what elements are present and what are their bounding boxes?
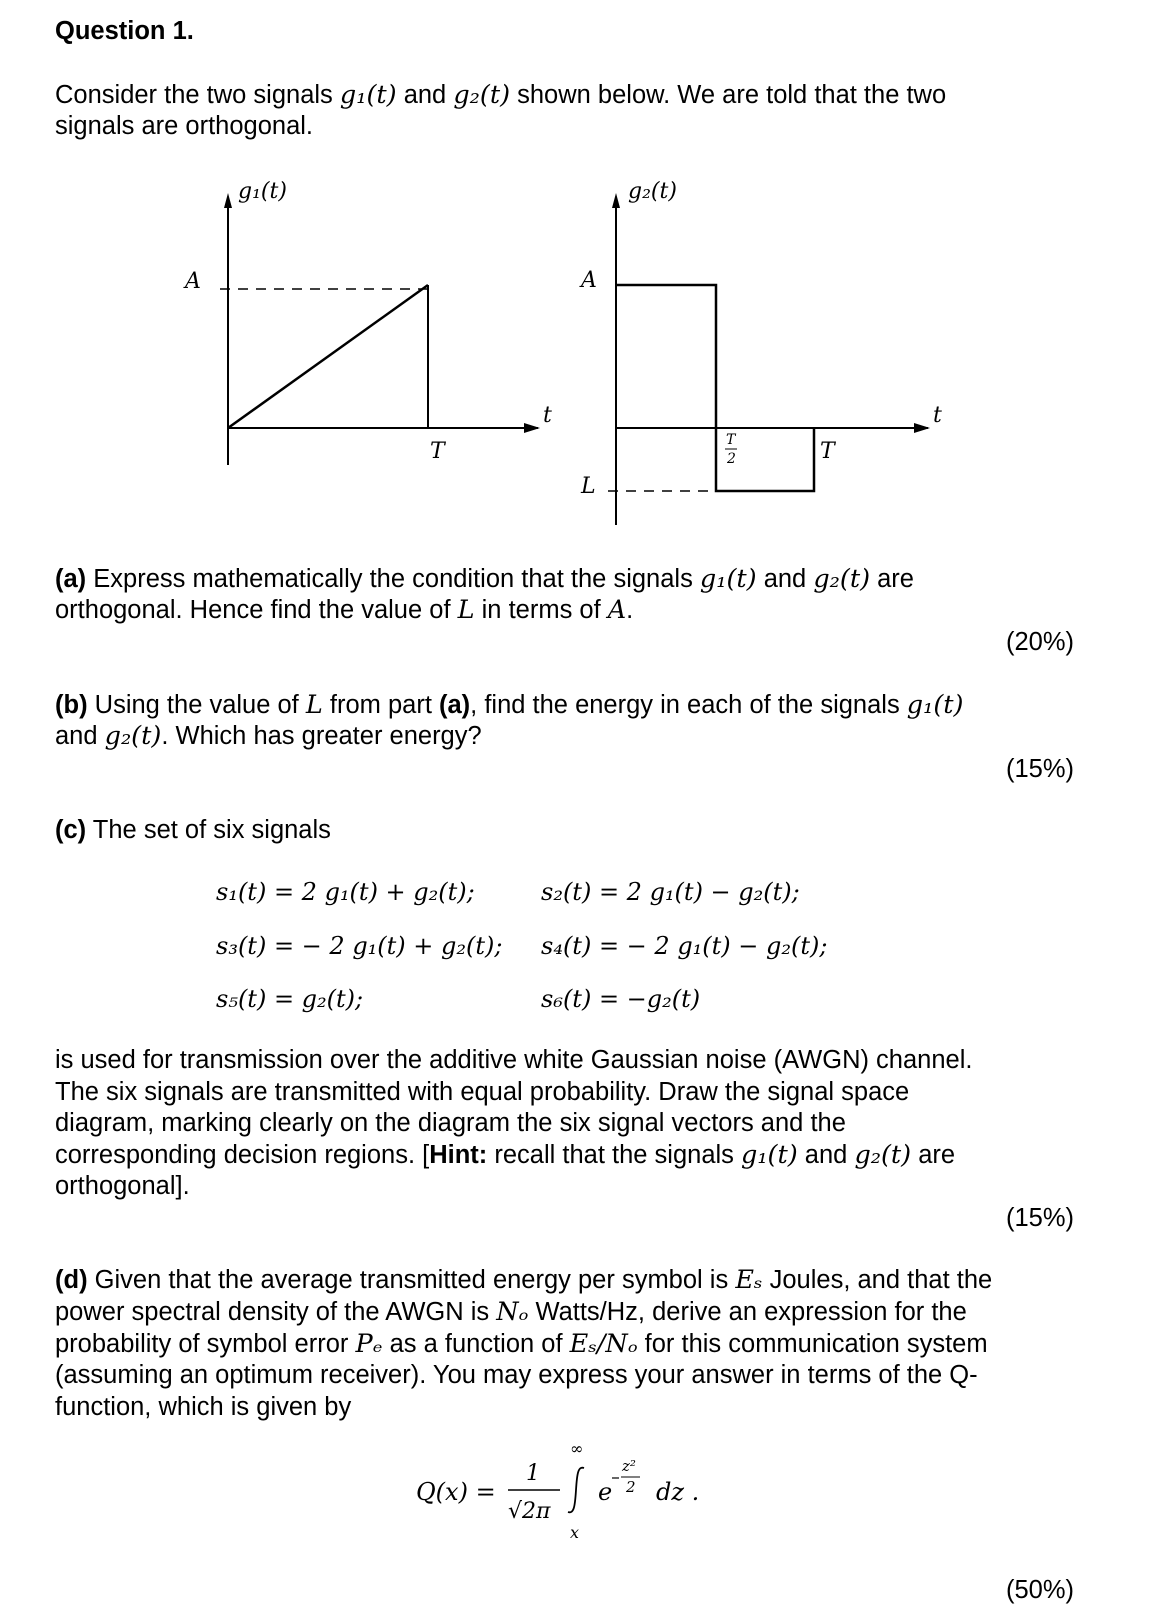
- eq-s3: s₃(t) = − 2 g₁(t) + g₂(t);: [216, 932, 503, 960]
- g1-T-label: T: [430, 439, 445, 464]
- part-c-para-4: corresponding decision regions. [Hint: recall that the signals g₁(t) and g₂(t) are: [55, 1140, 956, 1170]
- part-d-line-3: probability of symbol error Pₑ as a function of Eₛ/Nₒ for this communication system: [55, 1329, 988, 1359]
- part-d-marks: (50%): [1005, 1576, 1074, 1604]
- part-b-marks: (15%): [1005, 755, 1074, 783]
- part-d-line-4: (assuming an optimum receiver). You may express your answer in terms of the Q-: [55, 1361, 978, 1389]
- part-d-line-5: function, which is given by: [55, 1393, 352, 1421]
- part-b-line-2: and g₂(t). Which has greater energy?: [55, 721, 482, 751]
- part-c-para-2: The six signals are transmitted with equal probability. Draw the signal space: [55, 1078, 910, 1106]
- g2-plot: [579, 179, 942, 525]
- q-exp-den: 2: [626, 1478, 636, 1496]
- intro-line-2: signals are orthogonal.: [55, 112, 314, 140]
- g1-A-label: A: [185, 269, 201, 294]
- part-d-line-2: power spectral density of the AWGN is Nₒ Watts/Hz, derive an expression for the: [55, 1297, 967, 1327]
- g2-T2-den: 2: [727, 451, 736, 467]
- eq-s4: s₄(t) = − 2 g₁(t) − g₂(t);: [541, 932, 828, 960]
- g2-A-label: A: [581, 268, 597, 293]
- g2-L-label: L: [581, 474, 596, 499]
- q-denominator: √2π: [508, 1499, 551, 1524]
- g2-label: g₂(t): [628, 179, 677, 204]
- part-c-marks: (15%): [1005, 1204, 1074, 1232]
- part-a-marks: (20%): [1005, 628, 1074, 656]
- q-numerator: 1: [526, 1461, 540, 1486]
- q-exp-num: z²: [622, 1457, 636, 1475]
- g2-T-label: T: [820, 439, 835, 464]
- question-title: Question 1.: [55, 17, 194, 45]
- part-a-line-1: (a) Express mathematically the condition that the signals g₁(t) and g₂(t) are: [55, 564, 914, 594]
- g1-y-arrow: [224, 193, 232, 208]
- eq-s1: s₁(t) = 2 g₁(t) + g₂(t);: [216, 878, 475, 906]
- part-a-label: (a): [55, 565, 87, 593]
- q-lhs: Q(x) =: [416, 1478, 496, 1506]
- eq-s2: s₂(t) = 2 g₁(t) − g₂(t);: [541, 878, 800, 906]
- part-b-line-1: (b) Using the value of L from part (a), find the energy in each of the signals g₁(t): [55, 690, 964, 720]
- part-c-para-5: orthogonal].: [55, 1172, 190, 1200]
- part-a-line-2: orthogonal. Hence find the value of L in terms of A.: [55, 595, 634, 625]
- part-c-para-1: is used for transmission over the additive white Gaussian noise (AWGN) channel.: [55, 1046, 973, 1074]
- q-function-formula: [400, 1440, 730, 1545]
- q-upper-limit: ∞: [570, 1440, 584, 1458]
- g1-x-arrow: [524, 423, 540, 433]
- g1-t-label: t: [543, 403, 552, 428]
- g2-T2-num: T: [726, 432, 736, 448]
- g1-plot: [183, 179, 552, 465]
- g1-label: g₁(t): [238, 179, 287, 204]
- g2-x-arrow: [914, 423, 930, 433]
- intro-line-1: Consider the two signals g₁(t) and g₂(t) shown below. We are told that the two: [55, 80, 947, 110]
- g2-y-arrow: [612, 193, 620, 208]
- part-c-para-3: diagram, marking clearly on the diagram the six signal vectors and the: [55, 1109, 846, 1137]
- part-b-label: (b): [55, 691, 88, 719]
- part-c-line-1: (c) The set of six signals: [55, 816, 331, 844]
- q-exp-base: e: [598, 1478, 613, 1506]
- g1-ramp: [228, 285, 428, 428]
- integral-sign: [568, 1468, 584, 1513]
- part-d-label: (d): [55, 1266, 88, 1294]
- g2-t-label: t: [933, 403, 942, 428]
- eq-s5: s₅(t) = g₂(t);: [216, 985, 364, 1013]
- g2-waveform: [616, 285, 814, 491]
- signals-figure: [0, 160, 1152, 540]
- part-c-label: (c): [55, 816, 87, 844]
- q-dz: dz .: [656, 1478, 700, 1506]
- eq-s6: s₆(t) = −g₂(t): [541, 985, 701, 1013]
- q-lower-limit: x: [570, 1523, 580, 1542]
- part-d-line-1: (d) Given that the average transmitted energy per symbol is Eₛ Joules, and that the: [55, 1265, 993, 1295]
